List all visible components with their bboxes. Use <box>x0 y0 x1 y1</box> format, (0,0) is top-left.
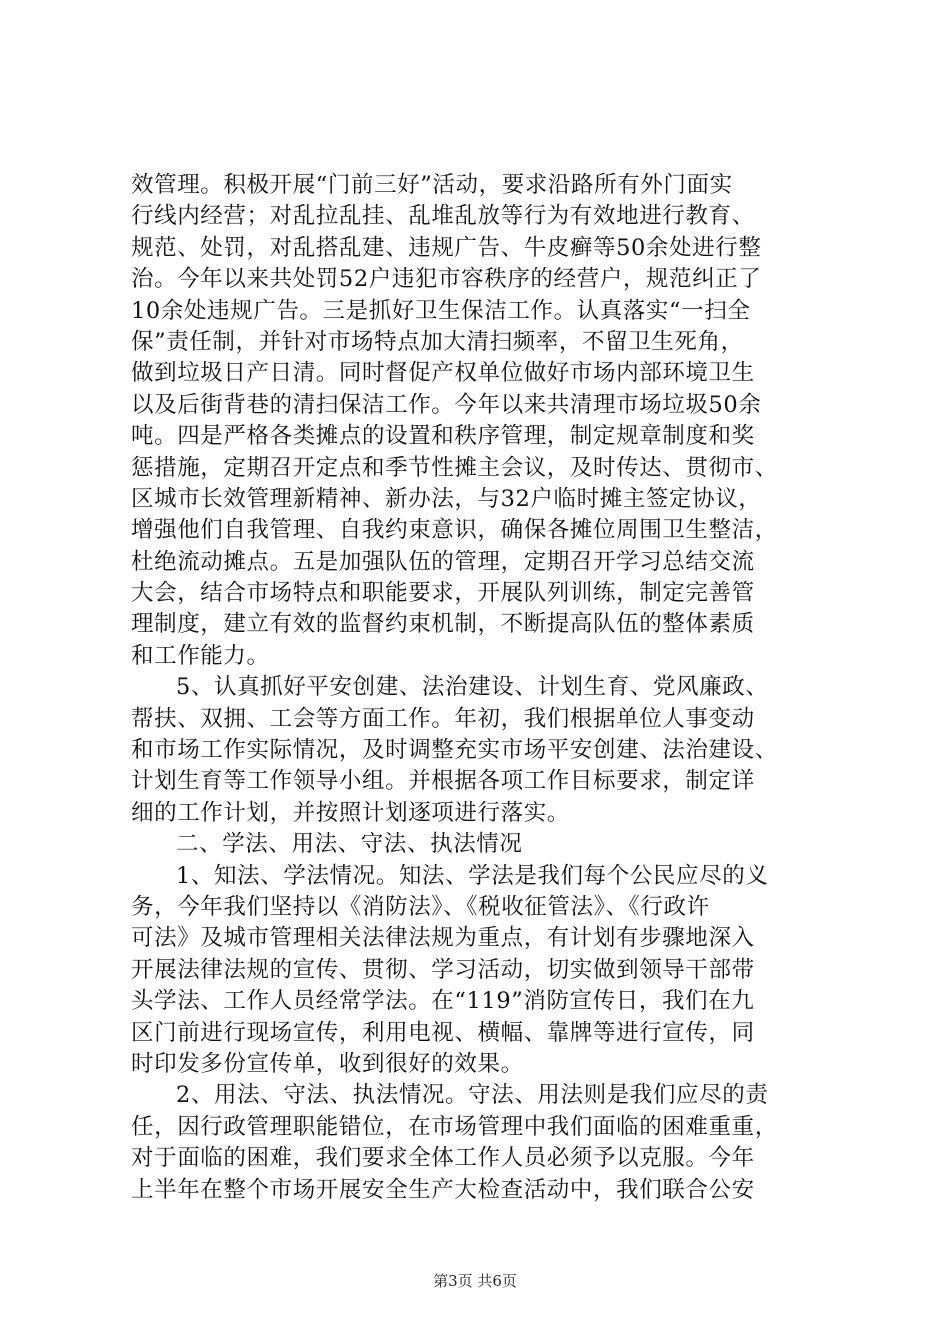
text-line: 任，因行政管理职能错位，在市场管理中我们面临的困难重重， <box>131 1113 778 1140</box>
text-line: 2、用法、守法、执法情况。守法、用法则是我们应尽的责 <box>176 1082 769 1109</box>
text-line: 杜绝流动摊点。五是加强队伍的管理，定期召开学习总结交流 <box>131 548 755 575</box>
text-line: 帮扶、双拥、工会等方面工作。年初，我们根据单位人事变动 <box>131 705 755 732</box>
text-line: 和工作能力。 <box>131 642 270 669</box>
text-line: 上半年在整个市场开展安全生产大检查活动中，我们联合公安 <box>131 1176 755 1203</box>
text-line: 头学法、工作人员经常学法。在“119”消防宣传日，我们在九 <box>131 988 755 1015</box>
text-line: 1、知法、学法情况。知法、学法是我们每个公民应尽的义 <box>176 862 769 889</box>
text-line: 计划生育等工作领导小组。并根据各项工作目标要求，制定详 <box>131 768 755 795</box>
text-line: 可法》及城市管理相关法律法规为重点，有计划有步骤地深入 <box>131 925 755 952</box>
text-line: 细的工作计划，并按照计划逐项进行落实。 <box>131 799 570 826</box>
text-line: 保”责任制，并针对市场特点加大清扫频率，不留卫生死角， <box>131 328 744 355</box>
text-line: 区城市长效管理新精神、新办法，与32户临时摊主签定协议， <box>131 485 762 512</box>
text-line: 对于面临的困难，我们要求全体工作人员必须予以克服。今年 <box>131 1145 755 1172</box>
text-line: 以及后街背巷的清扫保洁工作。今年以来共清理市场垃圾50余 <box>131 391 762 418</box>
text-line: 治。今年以来共处罚52户违犯市容秩序的经营户，规范纠正了 <box>131 266 762 293</box>
text-line: 吨。四是严格各类摊点的设置和秩序管理，制定规章制度和奖 <box>131 423 755 450</box>
text-line: 效管理。积极开展“门前三好”活动，要求沿路所有外门面实 <box>131 172 733 198</box>
document-body <box>131 170 831 1206</box>
text-line: 时印发多份宣传单，收到很好的效果。 <box>131 1050 524 1077</box>
text-line: 惩措施，定期召开定点和季节性摊主会议，及时传达、贯彻市、 <box>131 454 778 481</box>
text-line: 大会，结合市场特点和职能要求，开展队列训练，制定完善管 <box>131 580 755 607</box>
text-line: 务，今年我们坚持以《消防法》、《税收征管法》、《行政许 <box>131 893 710 920</box>
text-line: 和市场工作实际情况，及时调整充实市场平安创建、法治建设、 <box>131 737 778 764</box>
text-line: 5、认真抓好平安创建、法治建设、计划生育、党风廉政、 <box>176 674 769 701</box>
text-line: 做到垃圾日产日清。同时督促产权单位做好市场内部环境卫生 <box>131 360 755 387</box>
text-line: 理制度，建立有效的监督约束机制，不断提高队伍的整体素质 <box>131 611 755 638</box>
text-line: 行线内经营；对乱拉乱挂、乱堆乱放等行为有效地进行教育、 <box>131 203 755 230</box>
text-line: 规范、处罚，对乱搭乱建、违规广告、牛皮癣等50余处进行整 <box>131 234 762 261</box>
text-line: 增强他们自我管理、自我约束意识，确保各摊位周围卫生整洁， <box>131 517 778 544</box>
text-line: 10余处违规广告。三是抓好卫生保洁工作。认真落实“一扫全 <box>131 297 751 324</box>
text-line: 二、学法、用法、守法、执法情况 <box>176 831 523 858</box>
text-line: 区门前进行现场宣传，利用电视、横幅、靠牌等进行宣传，同 <box>131 1019 755 1046</box>
page-footer: 第3页 共6页 <box>433 1272 517 1290</box>
text-line: 开展法律法规的宣传、贯彻、学习活动，切实做到领导干部带 <box>131 956 755 983</box>
